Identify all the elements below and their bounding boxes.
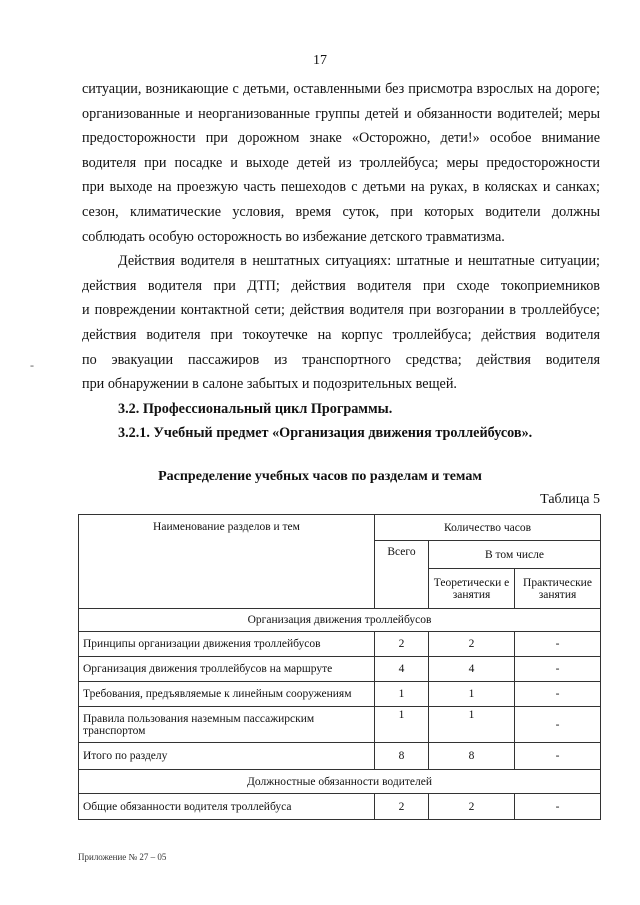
- text-line: предосторожности при дорожном знаке «Осторожно, дети!» особое внимание: [82, 130, 600, 147]
- text-line: ситуации, возникающие с детьми, оставленными без присмотра взрослых на дороге;: [82, 81, 600, 97]
- row-practice: -: [515, 707, 601, 743]
- row-name: Организация движения троллейбусов на маршруте: [79, 657, 375, 682]
- row-practice: -: [515, 794, 601, 820]
- header-total: Всего: [375, 541, 429, 609]
- row-practice: -: [515, 632, 601, 657]
- row-theory: 1: [429, 682, 515, 707]
- row-theory: 2: [429, 794, 515, 820]
- text-line: действия водителя при ДТП; действия водителя при сходе токоприемников: [82, 277, 600, 294]
- text-line: при выходе на проезжую часть пешеходов с детьми на руках, в колясках и санках;: [82, 179, 600, 196]
- row-total: 2: [375, 632, 429, 657]
- header-name: Наименование разделов и тем: [79, 515, 375, 609]
- table-row: [79, 794, 601, 820]
- row-name: Общие обязанности водителя троллейбуса: [79, 794, 375, 820]
- table-row: [79, 743, 601, 770]
- row-theory: 2: [429, 632, 515, 657]
- table-number: Таблица 5: [540, 492, 600, 507]
- row-total: 1: [375, 707, 429, 743]
- table-row: [79, 632, 601, 657]
- row-practice: -: [515, 743, 601, 770]
- row-total: 1: [375, 682, 429, 707]
- table-row: [79, 682, 601, 707]
- margin-mark: -: [30, 358, 34, 372]
- body-text: [82, 77, 600, 446]
- header-hours: Количество часов: [375, 515, 601, 541]
- row-name: Итого по разделу: [79, 743, 375, 770]
- row-total: 2: [375, 794, 429, 820]
- subsection-heading: 3.2.1. Учебный предмет «Организация движения троллейбусов».: [118, 425, 533, 442]
- header-theory: Теоретически е занятия: [429, 569, 515, 609]
- text-line: и повреждении контактной сети; действия водителя при возгорании в троллейбусе;: [82, 302, 600, 319]
- section-heading: 3.2. Профессиональный цикл Программы.: [118, 400, 393, 417]
- text-line: Действия водителя в нештатных ситуациях: штатные и нештатные ситуации;: [118, 253, 600, 270]
- row-theory: 8: [429, 743, 515, 770]
- table-row: [79, 657, 601, 682]
- row-total: 4: [375, 657, 429, 682]
- text-line: сезон, климатические условия, время суток, при которых водители должны: [82, 203, 600, 220]
- row-name: Принципы организации движения троллейбусов: [79, 632, 375, 657]
- row-practice: -: [515, 657, 601, 682]
- hours-table: [78, 514, 601, 820]
- section-row: Организация движения троллейбусов: [79, 609, 601, 632]
- text-line: водителя при посадке и выходе детей из троллейбуса; меры предосторожности: [82, 154, 600, 171]
- header-practice: Практические занятия: [515, 569, 601, 609]
- text-line: при обнаружении в салоне забытых и подозрительных вещей.: [82, 376, 457, 393]
- text-line: по эвакуации пассажиров из транспортного средства; действия водителя: [82, 351, 600, 368]
- header-including: В том числе: [429, 541, 601, 569]
- page-number: 17: [313, 53, 327, 68]
- section-row: Должностные обязанности водителей: [79, 770, 601, 794]
- table-row: [79, 707, 601, 743]
- row-name: Правила пользования наземным пассажирским транспортом: [79, 707, 375, 743]
- footer-note: Приложение № 27 – 05: [78, 852, 167, 862]
- row-name: Требования, предъявляемые к линейным сооружениям: [79, 682, 375, 707]
- text-line: организованные и неорганизованные группы детей и обязанности водителей; меры: [82, 105, 600, 122]
- row-theory: 4: [429, 657, 515, 682]
- row-total: 8: [375, 743, 429, 770]
- row-theory: 1: [429, 707, 515, 743]
- table-title: Распределение учебных часов по разделам и темам: [158, 469, 482, 484]
- text-line: действия водителя при токоутечке на корпус троллейбуса; действия водителя: [82, 326, 600, 343]
- text-line: соблюдать особую осторожность во избежание детского травматизма.: [82, 228, 505, 245]
- row-practice: -: [515, 682, 601, 707]
